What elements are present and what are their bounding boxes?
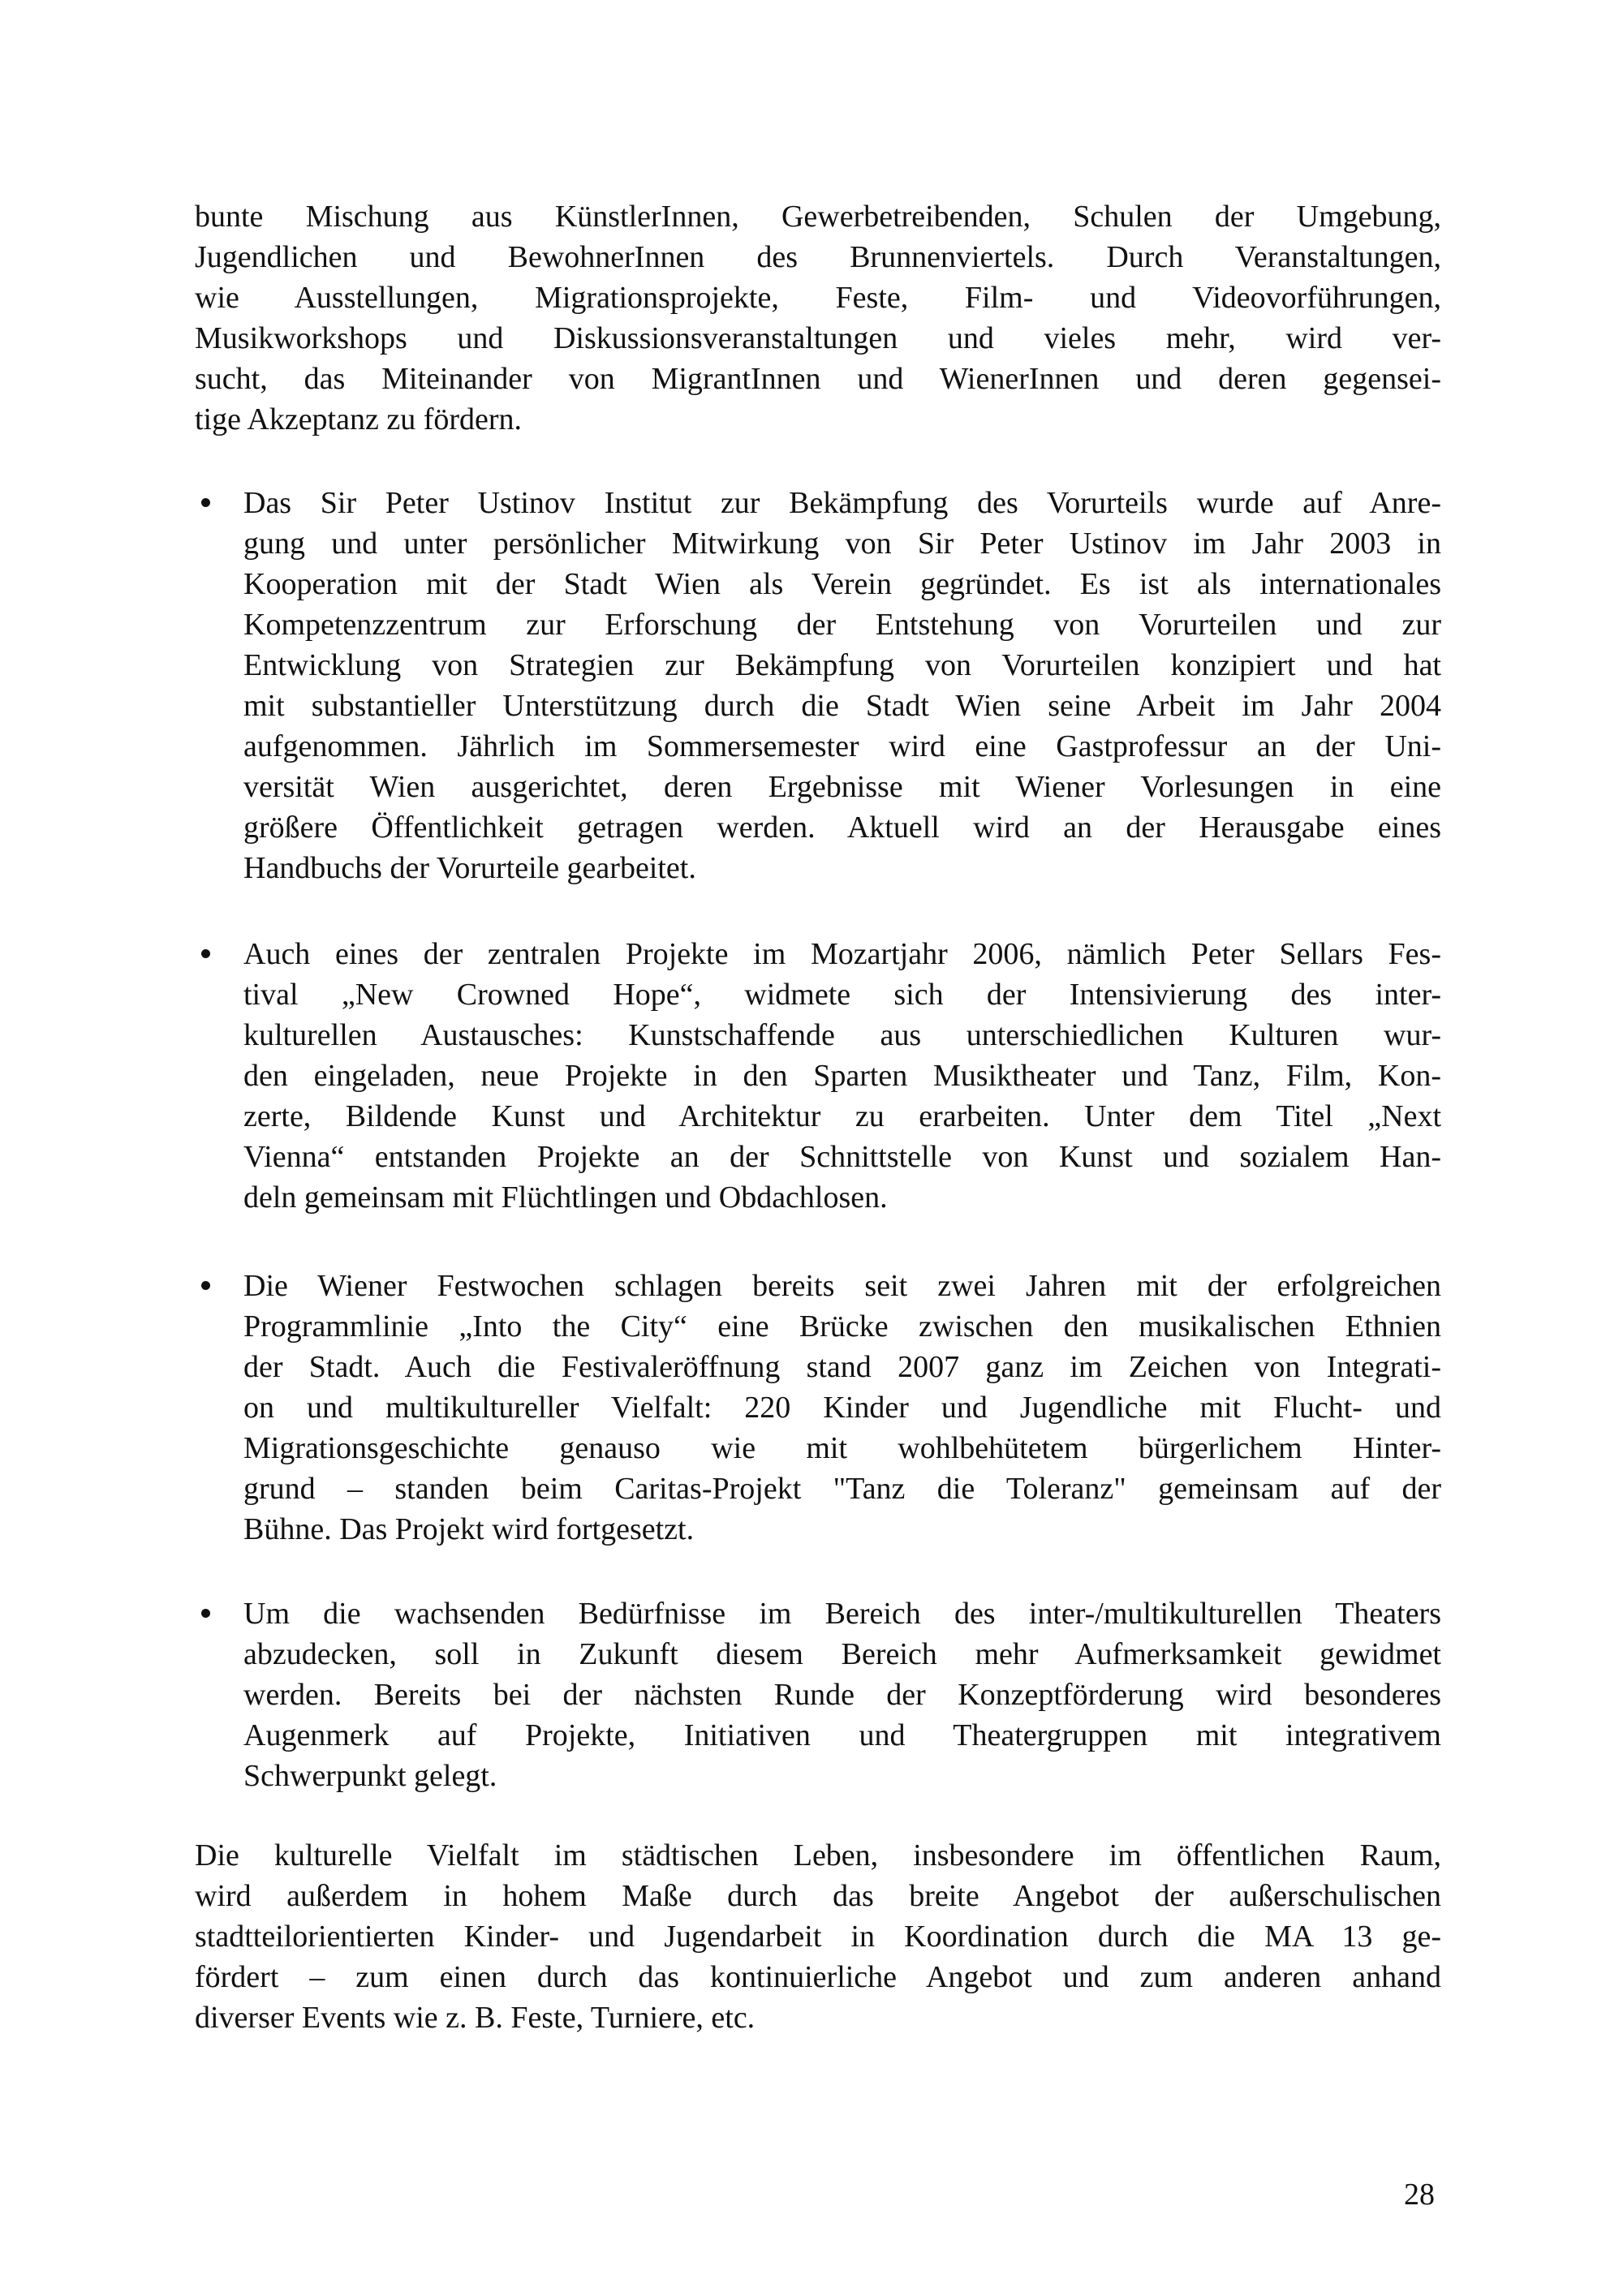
bullet-icon: [201, 1281, 210, 1290]
bullet-icon: [201, 498, 210, 507]
text-line: abzudecken, soll in Zukunft diesem Bereich mehr Aufmerksamkeit gewidmet: [243, 1637, 1441, 1671]
text-line: sucht, das Miteinander von MigrantInnen und WienerInnen und deren gegensei-: [195, 362, 1441, 396]
page-number: 28: [1404, 2178, 1435, 2212]
text-line: Handbuchs der Vorurteile gearbeitet.: [243, 851, 696, 885]
text-line: stadtteilorientierten Kinder- und Jugendarbeit in Koordination durch die MA 13 ge-: [195, 1920, 1441, 1954]
bullet-item: [243, 1266, 1441, 1550]
bullet-item: [243, 1593, 1441, 1796]
text-line: wird außerdem in hohem Maße durch das breite Angebot der außerschulischen: [195, 1879, 1441, 1913]
text-line: Schwerpunkt gelegt.: [243, 1759, 497, 1793]
text-line: Die Wiener Festwochen schlagen bereits seit zwei Jahren mit der erfolgreichen: [243, 1269, 1441, 1303]
text-line: deln gemeinsam mit Flüchtlingen und Obdachlosen.: [243, 1180, 888, 1215]
text-line: Musikworkshops und Diskussionsveranstaltungen und vieles mehr, wird ver-: [195, 321, 1441, 355]
text-line: wie Ausstellungen, Migrationsprojekte, Feste, Film- und Videovorführungen,: [195, 281, 1441, 315]
text-line: Vienna“ entstanden Projekte an der Schnittstelle von Kunst und sozialem Han-: [243, 1140, 1441, 1174]
text-line: werden. Bereits bei der nächsten Runde der Konzeptförderung wird besonderes: [243, 1678, 1441, 1712]
paragraph: [195, 1835, 1441, 2038]
text-line: fördert – zum einen durch das kontinuierliche Angebot und zum anderen anhand: [195, 1960, 1441, 1994]
text-line: den eingeladen, neue Projekte in den Sparten Musiktheater und Tanz, Film, Kon-: [243, 1059, 1441, 1093]
text-line: Auch eines der zentralen Projekte im Mozartjahr 2006, nämlich Peter Sellars Fes-: [243, 937, 1441, 971]
text-line: diverser Events wie z. B. Feste, Turniere, etc.: [195, 2001, 756, 2035]
text-line: Migrationsgeschichte genauso wie mit wohlbehütetem bürgerlichem Hinter-: [243, 1431, 1441, 1465]
text-line: Jugendlichen und BewohnerInnen des Brunnenviertels. Durch Veranstaltungen,: [195, 240, 1441, 274]
bullet-item: [243, 934, 1441, 1218]
text-line: Um die wachsenden Bedürfnisse im Bereich des inter-/multikulturellen Theaters: [243, 1597, 1441, 1631]
text-line: Die kulturelle Vielfalt im städtischen Leben, insbesondere im öffentlichen Raum,: [195, 1838, 1441, 1872]
text-line: on und multikultureller Vielfalt: 220 Kinder und Jugendliche mit Flucht- und: [243, 1391, 1441, 1425]
text-line: grund – standen beim Caritas-Projekt "Tanz die Toleranz" gemeinsam auf der: [243, 1472, 1441, 1506]
text-line: Das Sir Peter Ustinov Institut zur Bekämpfung des Vorurteils wurde auf Anre-: [243, 486, 1441, 520]
text-line: kulturellen Austausches: Kunstschaffende aus unterschiedlichen Kulturen wur-: [243, 1018, 1441, 1052]
text-line: Kompetenzzentrum zur Erforschung der Entstehung von Vorurteilen und zur: [243, 608, 1441, 642]
bullet-item: [243, 483, 1441, 888]
text-line: versität Wien ausgerichtet, deren Ergebnisse mit Wiener Vorlesungen in eine: [243, 770, 1441, 804]
text-line: Augenmerk auf Projekte, Initiativen und Theatergruppen mit integrativem: [243, 1718, 1441, 1752]
text-line: aufgenommen. Jährlich im Sommersemester wird eine Gastprofessur an der Uni-: [243, 729, 1441, 763]
text-line: Kooperation mit der Stadt Wien als Verein gegründet. Es ist als internationales: [243, 567, 1441, 601]
text-line: Bühne. Das Projekt wird fortgesetzt.: [243, 1512, 695, 1546]
text-line: gung und unter persönlicher Mitwirkung von Sir Peter Ustinov im Jahr 2003 in: [243, 527, 1441, 561]
text-line: bunte Mischung aus KünstlerInnen, Gewerbetreibenden, Schulen der Umgebung,: [195, 200, 1441, 234]
text-line: tival „New Crowned Hope“, widmete sich der Intensivierung des inter-: [243, 978, 1441, 1012]
paragraph: [195, 196, 1441, 440]
text-line: größere Öffentlichkeit getragen werden. Aktuell wird an der Herausgabe eines: [243, 810, 1441, 845]
text-line: Programmlinie „Into the City“ eine Brücke zwischen den musikalischen Ethnien: [243, 1309, 1441, 1344]
text-line: zerte, Bildende Kunst und Architektur zu erarbeiten. Unter dem Titel „Next: [243, 1099, 1441, 1133]
text-line: tige Akzeptanz zu fördern.: [195, 402, 523, 436]
text-line: Entwicklung von Strategien zur Bekämpfung von Vorurteilen konzipiert und hat: [243, 648, 1441, 682]
bullet-icon: [201, 1609, 210, 1618]
text-line: der Stadt. Auch die Festivaleröffnung stand 2007 ganz im Zeichen von Integrati-: [243, 1350, 1441, 1384]
text-line: mit substantieller Unterstützung durch die Stadt Wien seine Arbeit im Jahr 2004: [243, 689, 1441, 723]
bullet-icon: [201, 949, 210, 958]
